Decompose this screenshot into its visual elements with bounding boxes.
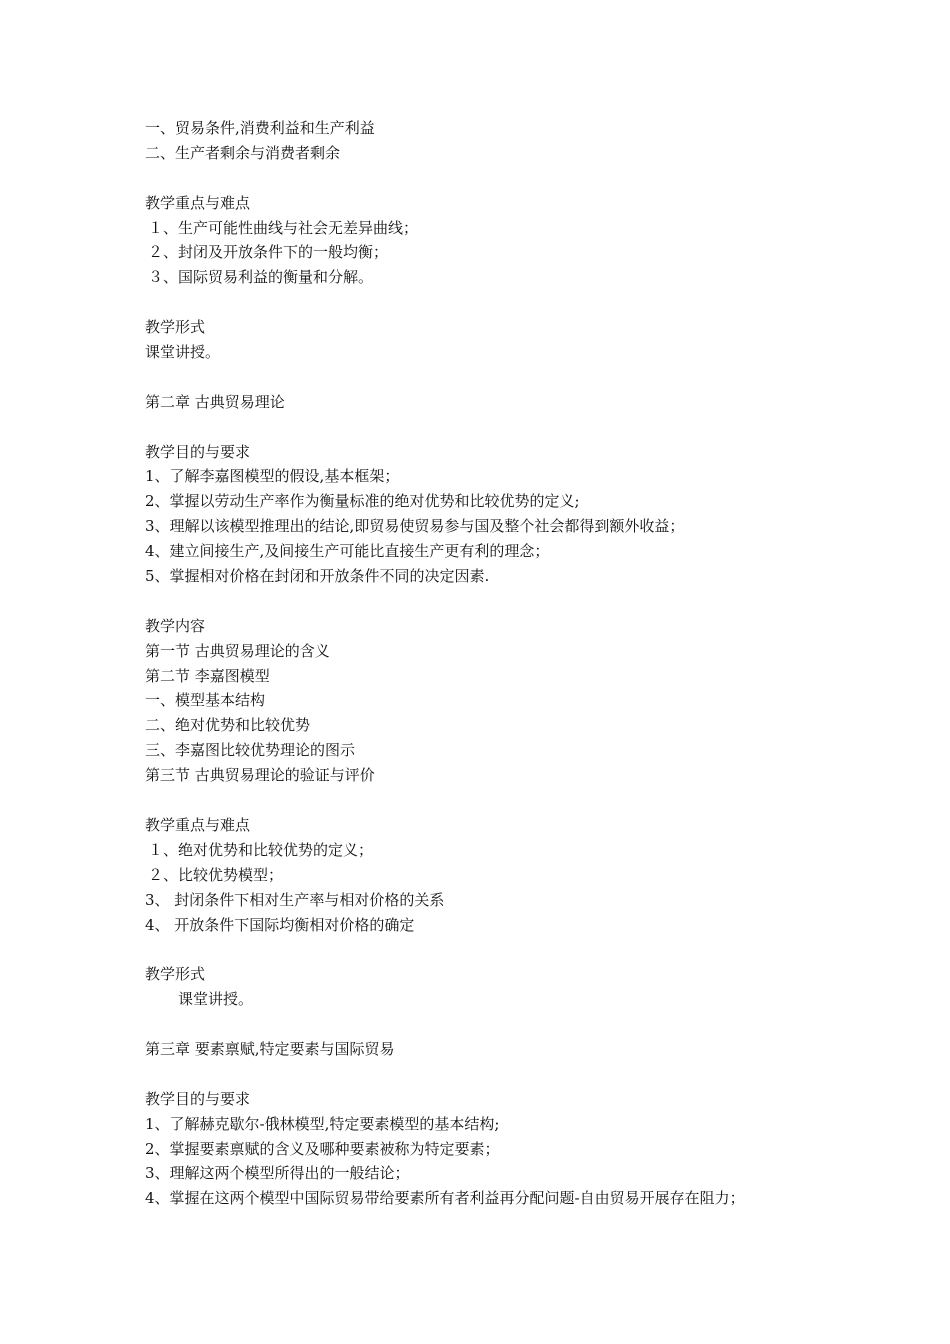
list-item: 1、了解李嘉图模型的假设,基本框架；	[145, 467, 400, 486]
blank-line	[145, 1012, 865, 1037]
list-item: １、绝对优势和比较优势的定义；	[148, 840, 374, 859]
list-item: 4、 开放条件下国际均衡相对价格的确定	[145, 915, 415, 934]
list-item: 3、理解以该模型推理出的结论,即贸易使贸易参与国及整个社会都得到额外收益；	[145, 517, 685, 536]
blank-line	[145, 415, 865, 440]
section-item: 二、绝对优势和比较优势	[145, 716, 311, 735]
document-body	[145, 116, 865, 1211]
list-item: 1、了解赫克歇尔-俄林模型,特定要素模型的基本结构;	[145, 1114, 500, 1133]
blank-line	[145, 290, 865, 315]
section-item: 一、模型基本结构	[145, 691, 266, 710]
section-item: 二、生产者剩余与消费者剩余	[145, 143, 341, 162]
blank-line	[145, 166, 865, 191]
section-item: 三、李嘉图比较优势理论的图示	[145, 741, 356, 760]
paragraph: 课堂讲授。	[145, 343, 221, 362]
list-item: １、生产可能性曲线与社会无差异曲线；	[148, 218, 419, 237]
section-item: 第二节 李嘉图模型	[145, 666, 270, 685]
section-heading: 教学重点与难点	[145, 193, 251, 212]
paragraph: 课堂讲授。	[178, 990, 254, 1009]
list-item: 3、 封闭条件下相对生产率与相对价格的关系	[145, 890, 445, 909]
section-heading: 教学形式	[145, 318, 206, 337]
section-item: 一、贸易条件,消费利益和生产利益	[145, 119, 375, 137]
list-item: 2、掌握要素禀赋的含义及哪种要素被称为特定要素；	[145, 1139, 500, 1158]
section-item: 第一节 古典贸易理论的含义	[145, 641, 330, 660]
blank-line	[145, 589, 865, 614]
list-item: ３、国际贸易利益的衡量和分解。	[148, 268, 374, 287]
list-item: 4、建立间接生产,及间接生产可能比直接生产更有利的理念；	[145, 542, 550, 561]
chapter-title: 第二章 古典贸易理论	[145, 392, 285, 411]
section-heading: 教学形式	[145, 965, 206, 984]
list-item: 5、掌握相对价格在封闭和开放条件不同的决定因素.	[145, 567, 490, 586]
chapter-title: 第三章 要素禀赋,特定要素与国际贸易	[145, 1039, 395, 1058]
list-item: 3、理解这两个模型所得出的一般结论；	[145, 1164, 410, 1183]
list-item: 4、掌握在这两个模型中国际贸易带给要素所有者利益再分配问题-自由贸易开展存在阻力；	[145, 1189, 745, 1208]
section-heading: 教学内容	[145, 616, 206, 635]
list-item: 2、掌握以劳动生产率作为衡量标准的绝对优势和比较优势的定义;	[145, 492, 580, 511]
section-heading: 教学目的与要求	[145, 442, 251, 461]
blank-line	[145, 1062, 865, 1087]
blank-line	[145, 365, 865, 390]
list-item: ２、封闭及开放条件下的一般均衡；	[148, 243, 389, 262]
section-item: 第三节 古典贸易理论的验证与评价	[145, 766, 375, 785]
blank-line	[145, 788, 865, 813]
blank-line	[145, 937, 865, 962]
section-heading: 教学重点与难点	[145, 815, 251, 834]
list-item: ２、比较优势模型；	[148, 865, 284, 884]
section-heading: 教学目的与要求	[145, 1089, 251, 1108]
